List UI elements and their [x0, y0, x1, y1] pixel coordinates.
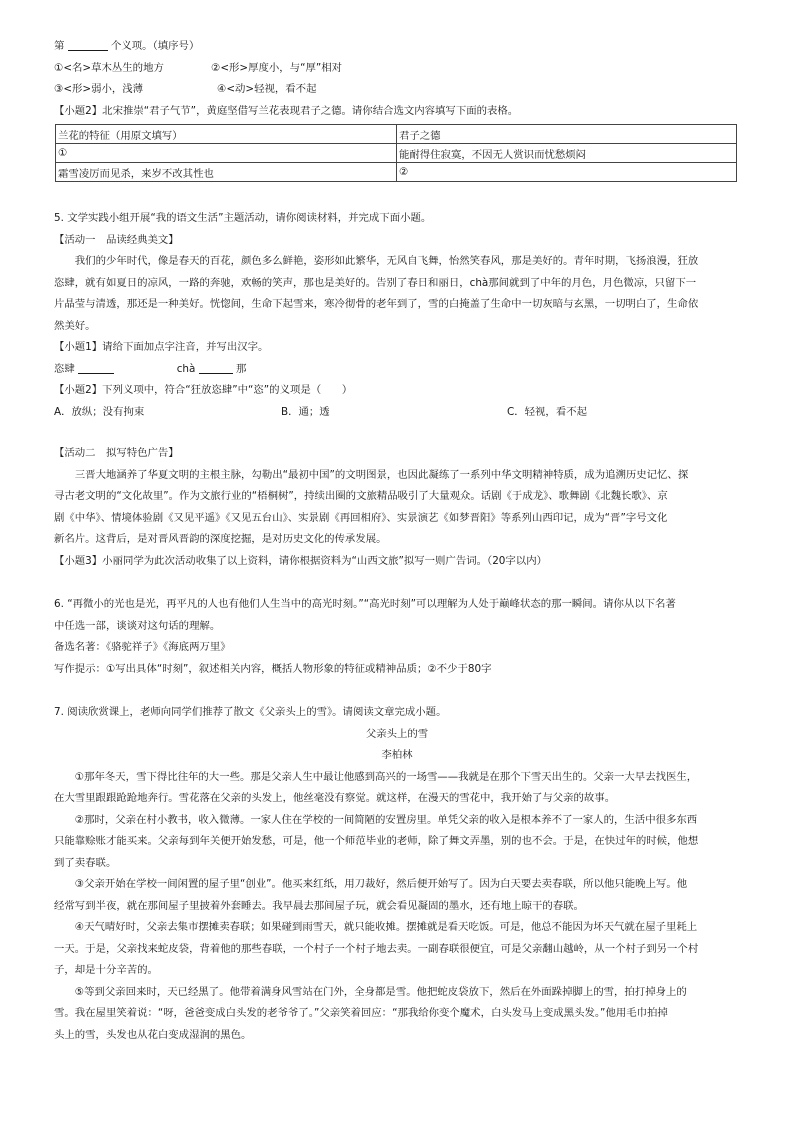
- q5-intro: 5. 文学实践小组开展“我的语文生活”主题活动，请你阅读材料，并完成下面小题。: [54, 212, 432, 224]
- article-paragraph-1: ①那年冬天，雪下得比往年的大一些。那是父亲人生中最让他感到高兴的一场雪——我就是在那个下雪天出生的。父亲一大早去找医生，: [74, 770, 698, 783]
- article-author: 李柏林: [381, 749, 413, 761]
- q4-options-row1: [54, 58, 740, 80]
- q5-sub1: 【小题1】请给下面加点字注音，并写出汉字。: [54, 341, 269, 353]
- pinyin-word-2-suffix: 那: [236, 362, 247, 375]
- activity1-line: 片晶莹与清透，那还是一种美好。恍惚间，生命下起雪来，寒冷彻骨的老年到了，雪的白掩盖了生命中一切灰暗与玄黑，一切明白了，生命依: [54, 298, 699, 310]
- table-row: [56, 125, 737, 144]
- table-cell: 兰花的特征（用原文填写）: [56, 125, 397, 144]
- q4-prefix: 第: [54, 40, 65, 52]
- pinyin-word-2: chà: [176, 362, 196, 375]
- table-row: [56, 144, 737, 163]
- q6-hint: 写作提示：①写出具体“时刻”，叙述相关内容，概括人物形象的特征或精神品质；②不少于80字: [54, 662, 492, 675]
- q4-suffix: 个义项。（填序号）: [111, 40, 200, 52]
- activity1-line: 我们的少年时代，像是春天的百花，颜色多么鲜艳，姿形如此繁华，无风自飞舞，怡然笑春风，那是美好的。青年时期，飞扬浪漫，狂放: [74, 255, 699, 267]
- activity2-line: 寻古老文明的“文化故里”。作为文旅行业的“梧桐树”，持续出圈的文旅精品吸引了大量观众。话剧《于成龙》、歌舞剧《北魏长歌》、京: [54, 490, 668, 502]
- activity2-line: 剧《中华》、情境体验剧《又见平遥》《又见五台山》、实景剧《再回相府》、实景演艺《如梦晋阳》等系列山西印记，成为“晋”字号文化: [54, 511, 668, 524]
- q4-options-row2: [54, 79, 740, 101]
- article-paragraph-2: ②那时，父亲在村小教书，收入微薄。一家人住在学校的一间简陋的安置房里。单凭父亲的收入是根本养不了一家人的，生活中很多东西: [74, 813, 698, 826]
- option-3: ③<形>弱小，浅薄: [54, 83, 144, 95]
- choice-a[interactable]: A．放纵；没有拘束: [54, 405, 145, 418]
- table-cell: 霜雪凌厉而见杀，来岁不改其性也: [56, 163, 397, 182]
- table-cell: 君子之德: [397, 125, 737, 144]
- answer-blank[interactable]: [78, 361, 114, 374]
- q6-line1: 6. “再微小的光也是光，再平凡的人也有他们人生当中的高光时刻。”“高光时刻”可以理解为人处于巅峰状态的那一瞬间。请你从以下名著: [54, 598, 676, 610]
- table-cell: 能耐得住寂寞，不因无人赏识而忧愁烦闷: [397, 144, 737, 163]
- q4-sub2: 【小题2】北宋推崇“君子气节”，黄庭坚借写兰花表现君子之德。请你结合选文内容填写下面的表格。: [54, 104, 519, 117]
- table-cell[interactable]: ②: [397, 163, 737, 182]
- q7-intro: 7. 阅读欣赏课上，老师向同学们推荐了散文《父亲头上的雪》。请阅读文章完成小题。: [54, 706, 447, 718]
- table-row: [56, 163, 737, 182]
- article-paragraph-4: ④天气晴好时，父亲去集市摆摊卖春联；如果碰到雨雪天，就只能收摊。摆摊就是看天吃饭。可是，他总不能因为坏天气就在屋子里耗上: [74, 921, 698, 933]
- q4-line1: [54, 36, 740, 58]
- orchid-table: [55, 124, 737, 182]
- choice-c[interactable]: C．轻视，看不起: [507, 405, 587, 418]
- q5-choices: [54, 402, 740, 424]
- activity1-title: 【活动一 品读经典美文】: [54, 233, 179, 246]
- article-paragraph-3: ③父亲开始在学校一间闲置的屋子里“创业”。他买来红纸，用刀裁好，然后便开始写了。因为白天要去卖春联，所以他只能晚上写。他: [74, 878, 688, 890]
- option-1: ①<名>草木丛生的地方: [54, 61, 164, 74]
- article-paragraph-1-cont: 在大雪里跟跟跄跄地奔行。雪花落在父亲的头发上，他丝毫没有察觉。就这样，在漫天的雪花中，我开始了与父亲的故事。: [54, 792, 616, 804]
- article-paragraph-4-cont: 子，却是十分辛苦的。: [54, 964, 158, 976]
- table-cell[interactable]: ①: [56, 144, 397, 163]
- article-paragraph-5-cont: 雪。我在屋里笑着说：“呀，爸爸变成白头发的老爷爷了。”父亲笑着回应：“那我给你变个魔术，白头发马上变成黑头发。”他用毛巾拍掉: [54, 1007, 668, 1019]
- article-title: 父亲头上的雪: [365, 727, 429, 740]
- q5-sub3: 【小题3】小丽同学为此次活动收集了以上资料，请你根据资料为“山西文旅”拟写一则广告词。（20字以内）: [54, 554, 547, 567]
- article-paragraph-2-cont: 到了卖春联。: [54, 856, 117, 869]
- article-paragraph-5: ⑤等到父亲回来时，天已经黑了。他带着满身风雪站在门外，全身都是雪。他把蛇皮袋放下，然后在外面跺掉脚上的雪，拍打掉身上的: [74, 985, 687, 998]
- q6-line2: 中任选一部，谈谈对这句话的理解。: [54, 619, 221, 632]
- option-4: ④<动>轻视，看不起: [217, 83, 317, 95]
- activity2-title: 【活动二 拟写特色广告】: [54, 447, 179, 459]
- q5-sub2: 【小题2】下列义项中，符合“狂放恣肆”中“恣”的义项是（ ）: [54, 384, 353, 396]
- article-paragraph-5-cont: 头上的雪，头发也从花白变成湿润的黑色。: [54, 1028, 252, 1041]
- activity2-line: 三晋大地涵养了华夏文明的主根主脉，勾勒出“最初中国”的文明图景，也因此凝练了一系列中华文明精神特质，成为追溯历史记忆、探: [74, 468, 689, 481]
- activity1-line: 恣肆，就有如夏日的凉风，一路的奔驰，欢畅的笑声，那也是美好的。告别了春日和丽日，chà那间就到了中年的月色，月色微凉，只留下一: [54, 276, 697, 289]
- answer-blank[interactable]: [68, 38, 108, 51]
- choice-b[interactable]: B．通；透: [281, 405, 330, 418]
- article-paragraph-4-cont: 一天。于是，父亲找来蛇皮袋，背着他的那些春联，一个村子一个村子地去卖。一副春联很便宜，可是父亲翻山越岭，从一个村子到另一个村: [54, 942, 699, 955]
- option-2: ②<形>厚度小，与“厚”相对: [211, 61, 343, 74]
- q6-books: 备选名著：《骆驼祥子》《海底两万里》: [54, 641, 231, 653]
- activity1-line: 然美好。: [54, 319, 96, 332]
- activity2-line: 新名片。这背后，是对晋风晋韵的深度挖掘，是对历史文化的传承发展。: [54, 533, 387, 545]
- q5-sub1-items: [54, 359, 740, 381]
- exam-page: [54, 36, 740, 1046]
- article-paragraph-2-cont: 只能靠赊账才能买来。父亲每到年关便开始发愁，可是，他一个师范毕业的老师，除了舞文弄墨，别的也不会。于是，在快过年的时候，他想: [54, 835, 699, 847]
- pinyin-word-1: 恣肆: [54, 362, 75, 375]
- answer-blank[interactable]: [199, 361, 233, 374]
- article-paragraph-3-cont: 经常写到半夜，就在那间屋子里披着外套睡去。我早晨去那间屋子玩，就会看见凝固的墨水，还有地上晾干的春联。: [54, 899, 584, 912]
